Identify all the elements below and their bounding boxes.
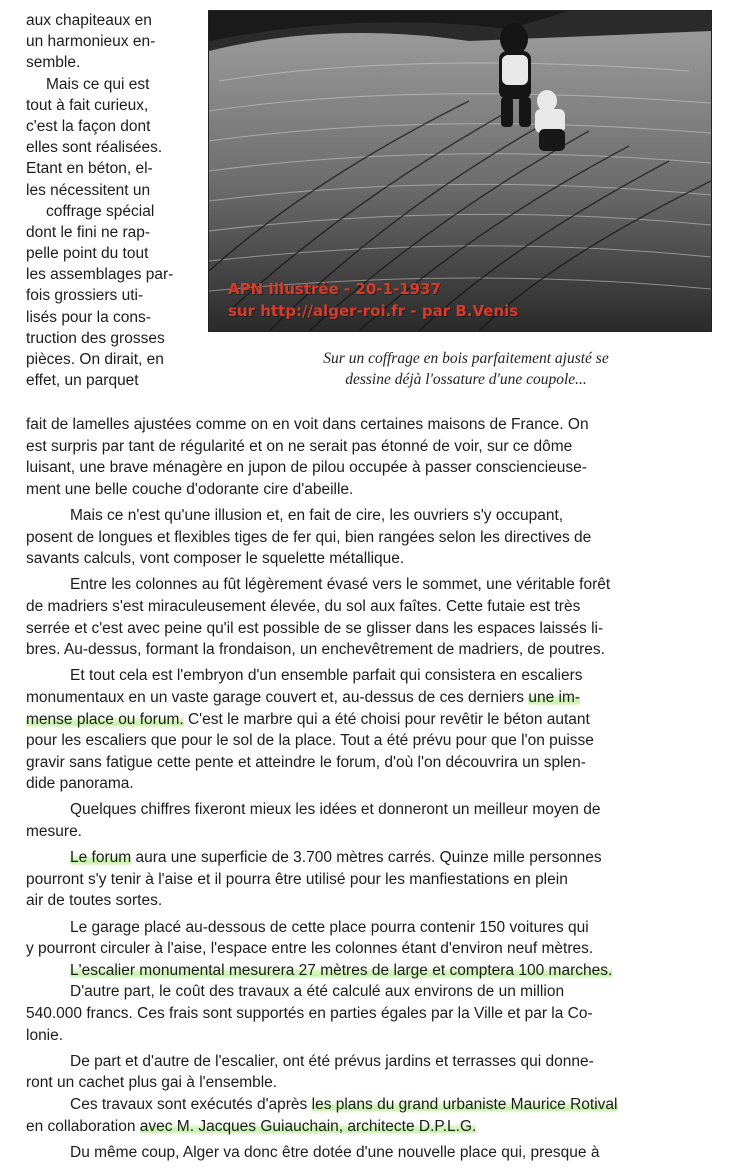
text-line: [26, 799, 710, 821]
line-text: De part et d'autre de l'escalier, ont été prévus jardins et terrasses qui donne-: [70, 1052, 594, 1070]
line-text: savants calculs, vont composer le squelette métallique.: [26, 550, 405, 568]
text-line: [26, 773, 710, 795]
highlighted-text: les plans du grand urbaniste Maurice Rotival: [311, 1095, 618, 1113]
text-line: [26, 596, 710, 618]
line-text: ront un cachet plus gai à l'ensemble.: [26, 1074, 278, 1092]
text-line: [26, 457, 710, 479]
text-line: [26, 180, 216, 201]
line-text: pour les escaliers que pour le sol de la place. Tout a été prévu pour que l'on puisse: [26, 732, 594, 750]
text-line: [26, 116, 216, 137]
line-text: y pourront circuler à l'aise, l'espace entre les colonnes étant d'environ neuf mètres.: [26, 940, 594, 958]
line-text: un harmonieux en-: [26, 33, 156, 51]
line-text: coffrage spécial: [46, 202, 155, 220]
text-line: [26, 1051, 710, 1073]
text-line: [26, 709, 710, 731]
line-text: air de toutes sortes.: [26, 892, 163, 910]
highlighted-text: mense place ou forum.: [26, 710, 184, 728]
line-text: de madriers s'est miraculeusement élevée, du sol aux faîtes. Cette futaie est très: [26, 597, 581, 615]
line-text: pièces. On dirait, en: [26, 351, 164, 368]
highlighted-text: une im-: [528, 688, 581, 706]
text-line: [26, 158, 216, 179]
text-line: [26, 752, 710, 774]
text-line: [26, 1072, 710, 1094]
text-line: [26, 414, 710, 436]
text-line: [26, 1116, 710, 1138]
text-line: [26, 917, 710, 939]
text-line: [26, 349, 216, 370]
text-line: [26, 436, 710, 458]
line-text: est surpris par tant de régularité et on ne serait pas étonné de voir, sur ce dôme: [26, 437, 573, 455]
text-line: [26, 527, 710, 549]
text-line: [26, 618, 710, 640]
text-line: [26, 243, 216, 264]
line-text: Ces travaux sont exécutés d'après: [70, 1095, 312, 1113]
caption-line-1: Sur un coffrage en bois parfaitement ajusté se: [323, 350, 609, 367]
line-text: luisant, une brave ménagère en jupon de pilou occupée à passer consciencieuse-: [26, 459, 587, 477]
text-line: [26, 31, 216, 52]
line-text: effet, un parquet: [26, 372, 139, 390]
line-text: les nécessitent un: [26, 181, 151, 199]
text-line: [26, 10, 216, 31]
line-text: truction des grosses: [26, 329, 165, 347]
text-line: [26, 639, 710, 661]
line-text: pourront s'y tenir à l'aise et il pourra être utilisé pour les manfiestations en plein: [26, 870, 568, 888]
caption-line-2: dessine déjà l'ossature d'une coupole...: [345, 371, 587, 388]
line-text: monumentaux en un vaste garage couvert et, au-dessus de ces derniers: [26, 688, 529, 706]
text-line: [26, 505, 710, 527]
line-text: les assemblages par-: [26, 266, 174, 284]
line-text: tout à fait curieux,: [26, 96, 149, 114]
text-line: [26, 201, 216, 222]
text-line: [26, 222, 216, 243]
text-line: [26, 1094, 710, 1116]
line-text: dide panorama.: [26, 775, 134, 793]
highlighted-text: Le forum: [70, 849, 132, 867]
text-line: [26, 938, 710, 960]
text-line: [26, 479, 710, 501]
highlighted-text: L'escalier monumental mesurera 27 mètres de large et comptera 100 marches.: [70, 961, 613, 979]
text-line: [26, 960, 710, 982]
text-line: [26, 981, 710, 1003]
watermark-line-2: sur http://alger-roi.fr - par B.Venis: [228, 302, 519, 320]
narrow-text-column: [26, 10, 216, 391]
line-text: bres. Au-dessus, formant la frondaison, un enchevêtrement de madriers, de poutres.: [26, 641, 605, 659]
line-text: gravir sans fatigue cette pente et atteindre le forum, d'où l'on découvrira un splen-: [26, 753, 586, 771]
line-text: ment une belle couche d'odorante cire d'abeille.: [26, 480, 354, 498]
text-line: [26, 687, 710, 709]
line-text: fait de lamelles ajustées comme on en voit dans certaines maisons de France. On: [26, 416, 589, 433]
text-line: [26, 730, 710, 752]
line-text: mesure.: [26, 823, 82, 841]
line-text: C'est le marbre qui a été choisi pour revêtir le béton autant: [183, 710, 590, 728]
text-line: [26, 1003, 710, 1025]
text-line: [26, 52, 216, 73]
text-line: [26, 370, 216, 391]
text-line: [26, 1142, 710, 1164]
line-text: Mais ce qui est: [46, 75, 150, 93]
watermark-overlay: [228, 278, 518, 322]
text-line: [26, 869, 710, 891]
line-text: lisés pour la cons-: [26, 308, 151, 326]
line-text: pelle point du tout: [26, 245, 149, 263]
text-line: [26, 847, 710, 869]
line-text: Et tout cela est l'embryon d'un ensemble parfait qui consistera en escaliers: [70, 667, 583, 685]
text-line: [26, 821, 710, 843]
text-line: [26, 285, 216, 306]
line-text: D'autre part, le coût des travaux a été calculé aux environs de un million: [70, 983, 565, 1001]
line-text: serrée et c'est avec peine qu'il est possible de se glisser dans les espaces laissés li-: [26, 619, 604, 637]
text-line: [26, 548, 710, 570]
line-text: elles sont réalisées.: [26, 139, 163, 157]
text-line: [26, 307, 216, 328]
text-line: [26, 137, 216, 158]
line-text: en collaboration: [26, 1117, 140, 1135]
text-line: [26, 95, 216, 116]
line-text: lonie.: [26, 1026, 64, 1044]
line-text: semble.: [26, 54, 81, 72]
line-text: c'est la façon dont: [26, 117, 151, 135]
watermark-line-1: APN Illustrée - 20-1-1937: [228, 280, 441, 298]
line-text: Quelques chiffres fixeront mieux les idées et donneront un meilleur moyen de: [70, 801, 601, 819]
text-line: [26, 1025, 710, 1047]
full-width-text: [26, 414, 710, 1163]
line-text: Du même coup, Alger va donc être dotée d'une nouvelle place qui, presque à: [70, 1143, 600, 1161]
text-line: [26, 328, 216, 349]
line-text: Etant en béton, el-: [26, 160, 153, 178]
line-text: dont le fini ne rap-: [26, 223, 151, 241]
photo-caption: [222, 348, 710, 390]
text-line: [26, 665, 710, 687]
line-text: Mais ce n'est qu'une illusion et, en fait de cire, les ouvriers s'y occupant,: [70, 506, 564, 524]
line-text: aux chapiteaux en: [26, 12, 152, 29]
line-text: 540.000 francs. Ces frais sont supportés en parties égales par la Ville et par la Co-: [26, 1005, 593, 1022]
text-line: [26, 890, 710, 912]
line-text: posent de longues et flexibles tiges de fer qui, bien rangées selon les directives de: [26, 528, 592, 546]
text-line: [26, 574, 710, 596]
line-text: fois grossiers uti-: [26, 287, 144, 305]
line-text: Entre les colonnes au fût légèrement évasé vers le sommet, une véritable forêt: [70, 576, 611, 594]
highlighted-text: avec M. Jacques Guiauchain, architecte D.P.L.G.: [139, 1117, 477, 1135]
line-text: aura une superficie de 3.700 mètres carrés. Quinze mille personnes: [131, 849, 602, 867]
text-line: [26, 74, 216, 95]
line-text: Le garage placé au-dessous de cette place pourra contenir 150 voitures qui: [70, 918, 589, 936]
text-line: [26, 264, 216, 285]
